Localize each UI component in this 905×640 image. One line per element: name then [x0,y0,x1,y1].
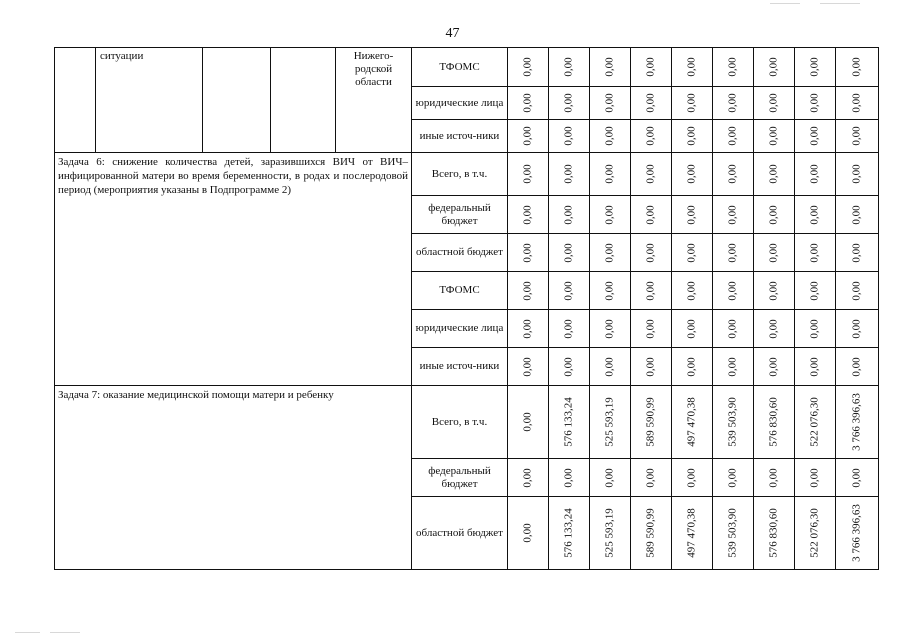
value-text: 0,00 [850,242,863,263]
scan-artifact [15,632,40,633]
value-text: 0,00 [603,467,616,488]
value-text: 0,00 [685,57,698,77]
value-cell [713,48,754,87]
value-text: 0,00 [767,467,780,488]
value-text: 0,00 [767,57,780,77]
value-cell [590,196,631,234]
value-cell [672,48,713,87]
value-cell [795,459,836,497]
value-cell [549,48,590,87]
value-cell [508,310,549,348]
value-cell [549,153,590,196]
value-text: 576 133,24 [562,397,575,447]
value-cell [836,48,879,87]
value-cell [754,348,795,386]
source-cell: федеральный бюджет [412,459,508,497]
value-text: 0,00 [726,318,739,339]
value-text: 497 470,38 [685,397,698,447]
value-text: 0,00 [850,126,863,146]
value-text: 539 503,90 [726,397,739,447]
value-text: 0,00 [726,57,739,77]
value-cell [549,497,590,570]
value-text: 0,00 [521,467,534,488]
value-cell [631,310,672,348]
value-text: 0,00 [521,57,534,77]
value-text: 0,00 [767,356,780,377]
value-text: 0,00 [808,126,821,146]
value-cell [631,153,672,196]
value-text: 3 766 396,63 [850,393,863,451]
value-text: 0,00 [767,318,780,339]
value-cell [590,87,631,120]
page-number: 47 [445,26,460,41]
value-cell [631,386,672,459]
value-text: 497 470,38 [685,508,698,558]
value-cell [795,196,836,234]
value-cell [836,310,879,348]
value-text: 0,00 [521,523,534,543]
value-text: 525 593,19 [603,508,616,558]
value-cell [713,87,754,120]
value-cell [836,386,879,459]
value-text: 0,00 [850,356,863,377]
value-text: 0,00 [767,204,780,225]
value-cell [795,153,836,196]
value-cell [795,310,836,348]
value-cell [795,234,836,272]
value-cell [713,272,754,310]
value-text: 0,00 [644,57,657,77]
value-text: 0,00 [644,467,657,488]
source-cell: ТФОМС [412,48,508,87]
value-cell [795,497,836,570]
value-cell [754,120,795,153]
value-text: 589 590,99 [644,397,657,447]
table-row [55,386,879,459]
source-cell: Всего, в т.ч. [412,153,508,196]
value-text: 0,00 [726,242,739,263]
value-text: 0,00 [850,164,863,184]
value-text: 0,00 [767,164,780,184]
value-cell [590,48,631,87]
value-text: 0,00 [644,242,657,263]
scan-artifact [820,3,860,4]
value-cell [754,272,795,310]
value-cell [754,497,795,570]
value-text: 0,00 [726,164,739,184]
value-cell [590,386,631,459]
value-text: 0,00 [603,93,616,113]
value-text: 0,00 [685,204,698,225]
blank-cell [203,48,271,153]
value-text: 0,00 [685,164,698,184]
value-cell [754,196,795,234]
value-cell [549,310,590,348]
value-cell [795,48,836,87]
value-text: 0,00 [685,242,698,263]
value-cell [672,153,713,196]
value-text: 0,00 [644,318,657,339]
value-text: 539 503,90 [726,508,739,558]
value-cell [795,120,836,153]
value-cell [549,272,590,310]
value-text: 0,00 [521,93,534,113]
source-cell: федеральный бюджет [412,196,508,234]
value-cell [836,153,879,196]
value-text: 0,00 [726,280,739,301]
source-cell: иные источ-ники [412,348,508,386]
value-text: 0,00 [644,93,657,113]
value-cell [836,196,879,234]
value-cell [672,196,713,234]
value-cell [590,234,631,272]
value-cell [508,120,549,153]
value-cell [754,87,795,120]
value-text: 0,00 [603,204,616,225]
value-text: 0,00 [726,356,739,377]
value-cell [713,497,754,570]
value-text: 0,00 [767,126,780,146]
value-text: 0,00 [603,318,616,339]
value-cell [672,234,713,272]
value-cell [713,310,754,348]
value-cell [631,196,672,234]
value-text: 0,00 [808,356,821,377]
value-cell [713,153,754,196]
value-cell [631,497,672,570]
value-cell [795,272,836,310]
value-text: 0,00 [726,467,739,488]
value-text: 0,00 [562,356,575,377]
value-cell [631,272,672,310]
value-text: 0,00 [808,204,821,225]
value-text: 0,00 [685,467,698,488]
source-cell: иные источ-ники [412,120,508,153]
value-cell [549,196,590,234]
value-text: 0,00 [521,280,534,301]
value-text: 0,00 [726,93,739,113]
value-cell [836,120,879,153]
value-text: 0,00 [603,164,616,184]
value-text: 0,00 [521,242,534,263]
value-cell [590,153,631,196]
value-text: 0,00 [685,126,698,146]
value-text: 576 133,24 [562,508,575,558]
source-cell: ТФОМС [412,272,508,310]
value-cell [590,459,631,497]
value-text: 0,00 [603,280,616,301]
source-cell: юридические лица [412,87,508,120]
value-text: 0,00 [850,93,863,113]
value-text: 0,00 [685,93,698,113]
value-text: 0,00 [644,126,657,146]
value-cell [549,234,590,272]
value-text: 0,00 [644,356,657,377]
value-cell [754,48,795,87]
value-text: 0,00 [767,280,780,301]
value-cell [508,497,549,570]
source-cell: Всего, в т.ч. [412,386,508,459]
value-text: 0,00 [850,318,863,339]
scan-artifact [50,632,80,633]
value-text: 0,00 [850,280,863,301]
value-text: 0,00 [767,93,780,113]
value-text: 0,00 [726,204,739,225]
value-cell [631,348,672,386]
value-cell [549,459,590,497]
value-cell [549,87,590,120]
value-text: 0,00 [521,204,534,225]
value-cell [672,310,713,348]
value-cell [508,348,549,386]
value-cell [549,386,590,459]
task-7-description: Задача 7: оказание медицинской помощи матери и ребенку [55,386,412,570]
value-text: 0,00 [850,204,863,225]
value-text: 522 076,30 [808,397,821,447]
value-text: 0,00 [562,280,575,301]
value-cell [836,459,879,497]
value-cell [508,272,549,310]
value-cell [713,459,754,497]
value-text: 0,00 [562,242,575,263]
value-text: 576 830,60 [767,508,780,558]
value-text: 0,00 [562,467,575,488]
value-cell [672,348,713,386]
value-text: 0,00 [562,57,575,77]
value-text: 0,00 [562,126,575,146]
value-cell [631,48,672,87]
value-cell [508,153,549,196]
value-text: 0,00 [562,93,575,113]
value-cell [836,234,879,272]
value-cell [672,272,713,310]
value-cell [508,48,549,87]
value-cell [508,87,549,120]
value-text: 0,00 [808,93,821,113]
value-text: 0,00 [644,164,657,184]
value-cell [754,153,795,196]
value-cell [754,459,795,497]
value-text: 0,00 [726,126,739,146]
value-text: 0,00 [562,204,575,225]
value-text: 0,00 [808,318,821,339]
value-text: 0,00 [808,280,821,301]
value-cell [754,234,795,272]
value-text: 0,00 [521,412,534,432]
value-text: 522 076,30 [808,508,821,558]
value-cell [836,272,879,310]
value-text: 0,00 [685,280,698,301]
value-cell [508,196,549,234]
value-text: 0,00 [562,318,575,339]
value-text: 0,00 [603,242,616,263]
value-cell [590,348,631,386]
value-cell [672,120,713,153]
value-text: 0,00 [685,356,698,377]
value-cell [508,386,549,459]
value-cell [631,234,672,272]
value-text: 0,00 [603,356,616,377]
value-text: 576 830,60 [767,397,780,447]
value-cell [754,386,795,459]
value-text: 0,00 [850,57,863,77]
value-text: 0,00 [808,467,821,488]
blank-cell [55,48,96,153]
value-cell [754,310,795,348]
value-cell [836,348,879,386]
value-cell [713,196,754,234]
value-cell [631,459,672,497]
value-cell [549,120,590,153]
value-text: 0,00 [808,57,821,77]
value-text: 0,00 [521,164,534,184]
value-text: 0,00 [808,164,821,184]
value-cell [713,348,754,386]
value-cell [836,497,879,570]
value-cell [672,459,713,497]
value-cell [795,386,836,459]
table-row [55,153,879,196]
value-text: 589 590,99 [644,508,657,558]
source-cell: областной бюджет [412,497,508,570]
value-cell [836,87,879,120]
value-text: 0,00 [850,467,863,488]
value-cell [713,386,754,459]
value-cell [672,497,713,570]
value-cell [672,87,713,120]
value-text: 0,00 [521,356,534,377]
value-cell [672,386,713,459]
blank-cell [271,48,336,153]
value-text: 0,00 [603,126,616,146]
value-cell [713,234,754,272]
value-text: 0,00 [644,204,657,225]
table-row [55,48,879,87]
value-cell [590,272,631,310]
value-text: 0,00 [562,164,575,184]
value-text: 525 593,19 [603,397,616,447]
value-cell [631,120,672,153]
value-cell [795,348,836,386]
situation-text: ситуации [96,48,203,153]
value-text: 0,00 [685,318,698,339]
source-cell: областной бюджет [412,234,508,272]
source-cell: юридические лица [412,310,508,348]
value-cell [549,348,590,386]
value-cell [508,459,549,497]
value-cell [795,87,836,120]
task-6-description: Задача 6: снижение количества детей, заразившихся ВИЧ от ВИЧ–инфицированной матери во время беременности, в родах и послеродовой период (мероприятия указаны в Подпрограмме 2) [55,153,412,386]
value-cell [631,87,672,120]
value-text: 0,00 [767,242,780,263]
value-cell [590,120,631,153]
value-text: 0,00 [808,242,821,263]
value-text: 3 766 396,63 [850,504,863,562]
value-text: 0,00 [644,280,657,301]
scan-artifact [770,3,800,4]
value-cell [508,234,549,272]
value-text: 0,00 [521,318,534,339]
value-text: 0,00 [603,57,616,77]
funding-table [54,47,879,570]
value-cell [713,120,754,153]
value-text: 0,00 [521,126,534,146]
value-cell [590,497,631,570]
value-cell [590,310,631,348]
region-text: Нижего-родской области [336,48,412,153]
